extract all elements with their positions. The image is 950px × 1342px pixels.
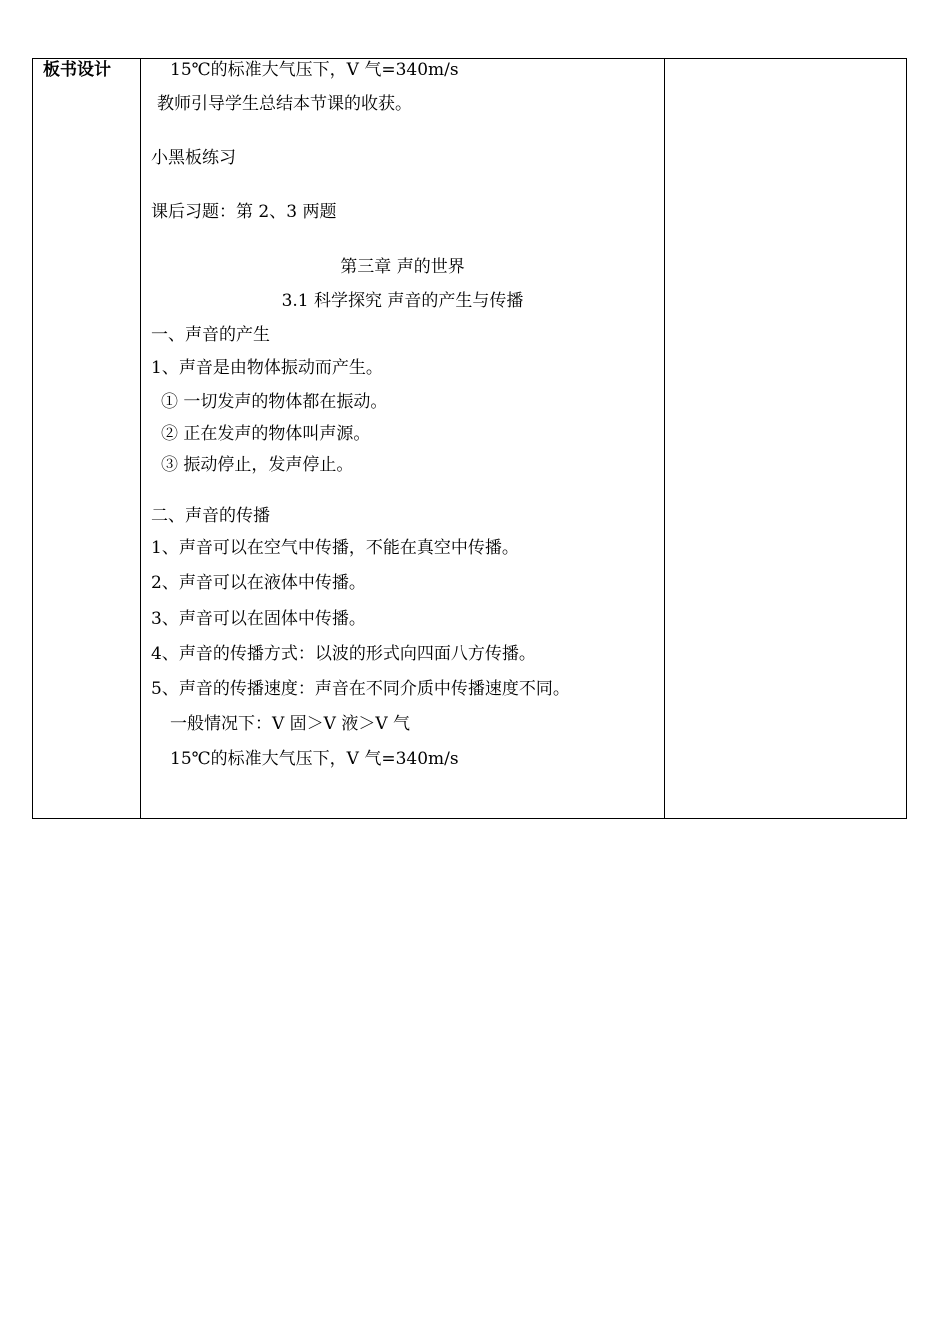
list-item: 1、声音是由物体振动而产生。	[151, 358, 383, 378]
homework-line: 课后习题：第 2、3 两题	[151, 202, 337, 222]
section-title: 3.1 科学探究 声音的产生与传播	[281, 291, 524, 311]
speed-line-bottom: 15℃的标准大气压下，V 气=340m/s	[170, 749, 459, 769]
heading-sound-production: 一、声音的产生	[151, 325, 270, 345]
column-divider	[664, 59, 665, 818]
list-item: 3、声音可以在固体中传播。	[151, 609, 366, 629]
column-divider	[140, 59, 141, 818]
list-item: 5、声音的传播速度：声音在不同介质中传播速度不同。	[151, 679, 570, 699]
list-item: ① 一切发声的物体都在振动。	[161, 392, 388, 412]
list-item: 1、声音可以在空气中传播，不能在真空中传播。	[151, 538, 519, 558]
list-item: ② 正在发声的物体叫声源。	[161, 424, 371, 444]
practice-line: 小黑板练习	[151, 148, 236, 168]
lesson-table	[32, 58, 907, 819]
row-label-blackboard-design: 板书设计	[43, 60, 111, 80]
speed-line-top: 15℃的标准大气压下，V 气=340m/s	[170, 60, 459, 80]
general-speed-line: 一般情况下：V 固＞V 液＞V 气	[170, 714, 411, 734]
list-item: ③ 振动停止，发声停止。	[161, 455, 354, 475]
summary-line: 教师引导学生总结本节课的收获。	[157, 94, 412, 114]
list-item: 2、声音可以在液体中传播。	[151, 573, 366, 593]
heading-sound-propagation: 二、声音的传播	[151, 506, 270, 526]
chapter-title: 第三章 声的世界	[340, 257, 465, 277]
list-item: 4、声音的传播方式：以波的形式向四面八方传播。	[151, 644, 536, 664]
